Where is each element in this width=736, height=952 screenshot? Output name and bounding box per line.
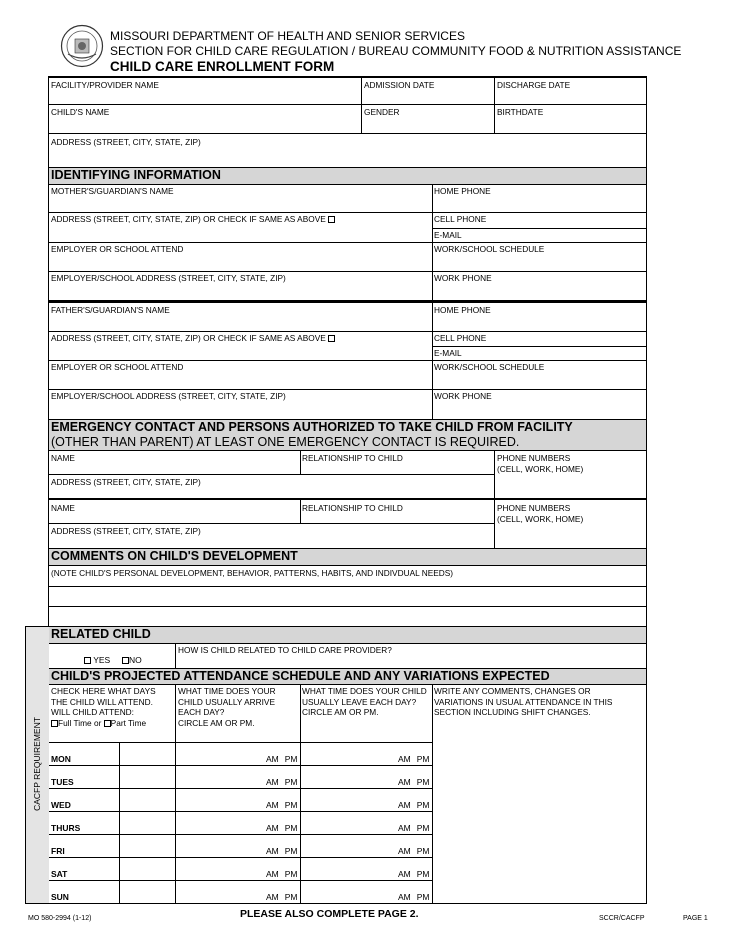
- variations-header: WRITE ANY COMMENTS, CHANGES OR VARIATIONS IN USUAL ATTENDANCE IN THIS SECTION INCLUDING SHIFT CHANGES.: [434, 686, 613, 717]
- leave-pm-option[interactable]: PM: [416, 869, 430, 879]
- day-label: THURS: [51, 823, 81, 833]
- form-number: MO 580-2994 (1-12): [28, 915, 92, 922]
- mother-cell-phone-field[interactable]: CELL PHONE: [434, 214, 487, 224]
- contact1-phones-field[interactable]: PHONE NUMBERS (CELL, WORK, HOME): [497, 453, 584, 474]
- leave-am-pm-choice[interactable]: [398, 800, 430, 810]
- leave-am-option[interactable]: AM: [398, 754, 411, 764]
- arrive-am-pm-choice[interactable]: [266, 800, 298, 810]
- complete-page2-note: PLEASE ALSO COMPLETE PAGE 2.: [240, 908, 419, 920]
- leave-am-option[interactable]: AM: [398, 892, 411, 902]
- contact1-name-field[interactable]: NAME: [51, 453, 75, 463]
- leave-am-option[interactable]: AM: [398, 823, 411, 833]
- day-label: MON: [51, 754, 71, 764]
- arrive-time-header: WHAT TIME DOES YOUR CHILD USUALLY ARRIVE EACH DAY? CIRCLE AM OR PM.: [178, 686, 276, 728]
- day-attend-checkbox[interactable]: [120, 835, 174, 856]
- mother-employer-field[interactable]: EMPLOYER OR SCHOOL ATTEND: [51, 244, 184, 254]
- father-cell-phone-field[interactable]: CELL PHONE: [434, 333, 487, 343]
- mother-employer-address-field[interactable]: EMPLOYER/SCHOOL ADDRESS (STREET, CITY, STATE, ZIP): [51, 273, 286, 283]
- arrive-am-option[interactable]: AM: [266, 846, 279, 856]
- day-label: SUN: [51, 892, 69, 902]
- contact-divider: [49, 498, 646, 500]
- day-row-divider: [49, 834, 432, 835]
- cacfp-requirement-label: CACFP REQUIREMENT: [32, 717, 42, 811]
- birthdate-field[interactable]: BIRTHDATE: [497, 107, 544, 117]
- leave-am-pm-choice[interactable]: [398, 754, 430, 764]
- father-employer-address-field[interactable]: EMPLOYER/SCHOOL ADDRESS (STREET, CITY, STATE, ZIP): [51, 391, 286, 401]
- day-attend-checkbox[interactable]: [120, 743, 174, 764]
- arrive-am-option[interactable]: AM: [266, 754, 279, 764]
- leave-pm-option[interactable]: PM: [416, 823, 430, 833]
- arrive-am-pm-choice[interactable]: [266, 846, 298, 856]
- leave-pm-option[interactable]: PM: [416, 754, 430, 764]
- emergency-heading-line1: EMERGENCY CONTACT AND PERSONS AUTHORIZED TO TAKE CHILD FROM FACILITY: [51, 420, 573, 434]
- day-row-divider: [49, 765, 432, 766]
- mother-address-field[interactable]: ADDRESS (STREET, CITY, STATE, ZIP) OR CHECK IF SAME AS ABOVE: [51, 214, 335, 224]
- arrive-am-option[interactable]: AM: [266, 892, 279, 902]
- related-no-option[interactable]: NO: [122, 655, 142, 665]
- contact1-address-field[interactable]: ADDRESS (STREET, CITY, STATE, ZIP): [51, 477, 201, 487]
- contact1-relationship-field[interactable]: RELATIONSHIP TO CHILD: [302, 453, 403, 463]
- facility-name-field[interactable]: FACILITY/PROVIDER NAME: [51, 80, 159, 90]
- leave-am-pm-choice[interactable]: [398, 846, 430, 856]
- discharge-date-field[interactable]: DISCHARGE DATE: [497, 80, 571, 90]
- day-label: SAT: [51, 869, 68, 879]
- leave-am-option[interactable]: AM: [398, 846, 411, 856]
- mother-schedule-field[interactable]: WORK/SCHOOL SCHEDULE: [434, 244, 545, 254]
- section-divider: [49, 300, 646, 303]
- form-title: CHILD CARE ENROLLMENT FORM: [110, 59, 335, 74]
- mother-home-phone-field[interactable]: HOME PHONE: [434, 186, 491, 196]
- leave-pm-option[interactable]: PM: [416, 800, 430, 810]
- arrive-am-pm-choice[interactable]: [266, 823, 298, 833]
- part-time-checkbox[interactable]: [104, 720, 111, 727]
- arrive-am-option[interactable]: AM: [266, 869, 279, 879]
- day-attend-checkbox[interactable]: [120, 766, 174, 787]
- comments-note: (NOTE CHILD'S PERSONAL DEVELOPMENT, BEHAVIOR, PATTERNS, HABITS, AND INDIVDUAL NEEDS): [51, 568, 454, 578]
- leave-pm-option[interactable]: PM: [416, 892, 430, 902]
- identifying-heading: IDENTIFYING INFORMATION: [49, 168, 646, 184]
- contact2-name-field[interactable]: NAME: [51, 503, 75, 513]
- contact2-relationship-field[interactable]: RELATIONSHIP TO CHILD: [302, 503, 403, 513]
- leave-am-pm-choice[interactable]: [398, 869, 430, 879]
- day-row-divider: [49, 811, 432, 812]
- admission-date-field[interactable]: ADMISSION DATE: [364, 80, 435, 90]
- related-yes-option[interactable]: YES: [84, 655, 110, 665]
- day-attend-checkbox[interactable]: [120, 812, 174, 833]
- arrive-pm-option[interactable]: PM: [284, 892, 298, 902]
- form-code: SCCR/CACFP: [599, 915, 645, 922]
- day-attend-checkbox[interactable]: [120, 881, 174, 902]
- leave-am-pm-choice[interactable]: [398, 892, 430, 902]
- no-checkbox[interactable]: [122, 657, 129, 664]
- leave-am-option[interactable]: AM: [398, 869, 411, 879]
- leave-am-pm-choice[interactable]: [398, 823, 430, 833]
- page-number: PAGE 1: [683, 915, 708, 922]
- leave-am-option[interactable]: AM: [398, 800, 411, 810]
- full-time-checkbox[interactable]: [51, 720, 58, 727]
- mother-work-phone-field[interactable]: WORK PHONE: [434, 273, 492, 283]
- day-row-divider: [49, 857, 432, 858]
- same-address-checkbox[interactable]: [328, 335, 335, 342]
- father-name-field[interactable]: FATHER'S/GUARDIAN'S NAME: [51, 305, 170, 315]
- arrive-am-option[interactable]: AM: [266, 777, 279, 787]
- leave-am-pm-choice[interactable]: [398, 777, 430, 787]
- day-label: FRI: [51, 846, 65, 856]
- child-address-field[interactable]: ADDRESS (STREET, CITY, STATE, ZIP): [51, 137, 201, 147]
- arrive-pm-option[interactable]: PM: [284, 823, 298, 833]
- emergency-heading: [49, 420, 646, 450]
- arrive-am-pm-choice[interactable]: [266, 754, 298, 764]
- leave-pm-option[interactable]: PM: [416, 846, 430, 856]
- section-name: SECTION FOR CHILD CARE REGULATION / BUREAU COMMUNITY FOOD & NUTRITION ASSISTANCE: [110, 44, 682, 58]
- arrive-am-pm-choice[interactable]: [266, 869, 298, 879]
- day-attend-checkbox[interactable]: [120, 858, 174, 879]
- father-employer-field[interactable]: EMPLOYER OR SCHOOL ATTEND: [51, 362, 184, 372]
- father-email-field[interactable]: E-MAIL: [434, 348, 462, 358]
- relation-question-field[interactable]: HOW IS CHILD RELATED TO CHILD CARE PROVIDER?: [178, 645, 392, 655]
- same-address-checkbox[interactable]: [328, 216, 335, 223]
- day-label: TUES: [51, 777, 74, 787]
- arrive-am-pm-choice[interactable]: [266, 892, 298, 902]
- day-attend-checkbox[interactable]: [120, 789, 174, 810]
- arrive-pm-option[interactable]: PM: [284, 846, 298, 856]
- day-row-divider: [49, 788, 432, 789]
- father-home-phone-field[interactable]: HOME PHONE: [434, 305, 491, 315]
- leave-pm-option[interactable]: PM: [416, 777, 430, 787]
- leave-time-header: WHAT TIME DOES YOUR CHILD USUALLY LEAVE EACH DAY? CIRCLE AM OR PM.: [302, 686, 427, 717]
- department-name: MISSOURI DEPARTMENT OF HEALTH AND SENIOR SERVICES: [110, 29, 465, 43]
- gender-field[interactable]: GENDER: [364, 107, 400, 117]
- arrive-pm-option[interactable]: PM: [284, 777, 298, 787]
- arrive-am-option[interactable]: AM: [266, 823, 279, 833]
- comments-heading: COMMENTS ON CHILD'S DEVELOPMENT: [49, 549, 646, 565]
- mother-name-field[interactable]: MOTHER'S/GUARDIAN'S NAME: [51, 186, 174, 196]
- state-seal-logo: [60, 24, 104, 68]
- days-attend-header: CHECK HERE WHAT DAYS THE CHILD WILL ATTEND. WILL CHILD ATTEND: Full Time or Part Time: [51, 686, 156, 728]
- contact2-phones-field[interactable]: PHONE NUMBERS (CELL, WORK, HOME): [497, 503, 584, 524]
- child-name-field[interactable]: CHILD'S NAME: [51, 107, 110, 117]
- father-schedule-field[interactable]: WORK/SCHOOL SCHEDULE: [434, 362, 545, 372]
- yes-checkbox[interactable]: [84, 657, 91, 664]
- day-label: WED: [51, 800, 71, 810]
- day-row-divider: [49, 880, 432, 881]
- mother-email-field[interactable]: E-MAIL: [434, 230, 462, 240]
- contact2-address-field[interactable]: ADDRESS (STREET, CITY, STATE, ZIP): [51, 526, 201, 536]
- arrive-pm-option[interactable]: PM: [284, 800, 298, 810]
- father-address-field[interactable]: ADDRESS (STREET, CITY, STATE, ZIP) OR CHECK IF SAME AS ABOVE: [51, 333, 335, 343]
- schedule-heading: CHILD'S PROJECTED ATTENDANCE SCHEDULE AND ANY VARIATIONS EXPECTED: [49, 669, 646, 684]
- arrive-pm-option[interactable]: PM: [284, 754, 298, 764]
- arrive-am-option[interactable]: AM: [266, 800, 279, 810]
- related-child-heading: RELATED CHILD: [49, 627, 646, 643]
- emergency-heading-line2: (OTHER THAN PARENT) AT LEAST ONE EMERGENCY CONTACT IS REQUIRED.: [51, 434, 520, 449]
- leave-am-option[interactable]: AM: [398, 777, 411, 787]
- father-work-phone-field[interactable]: WORK PHONE: [434, 391, 492, 401]
- arrive-pm-option[interactable]: PM: [284, 869, 298, 879]
- arrive-am-pm-choice[interactable]: [266, 777, 298, 787]
